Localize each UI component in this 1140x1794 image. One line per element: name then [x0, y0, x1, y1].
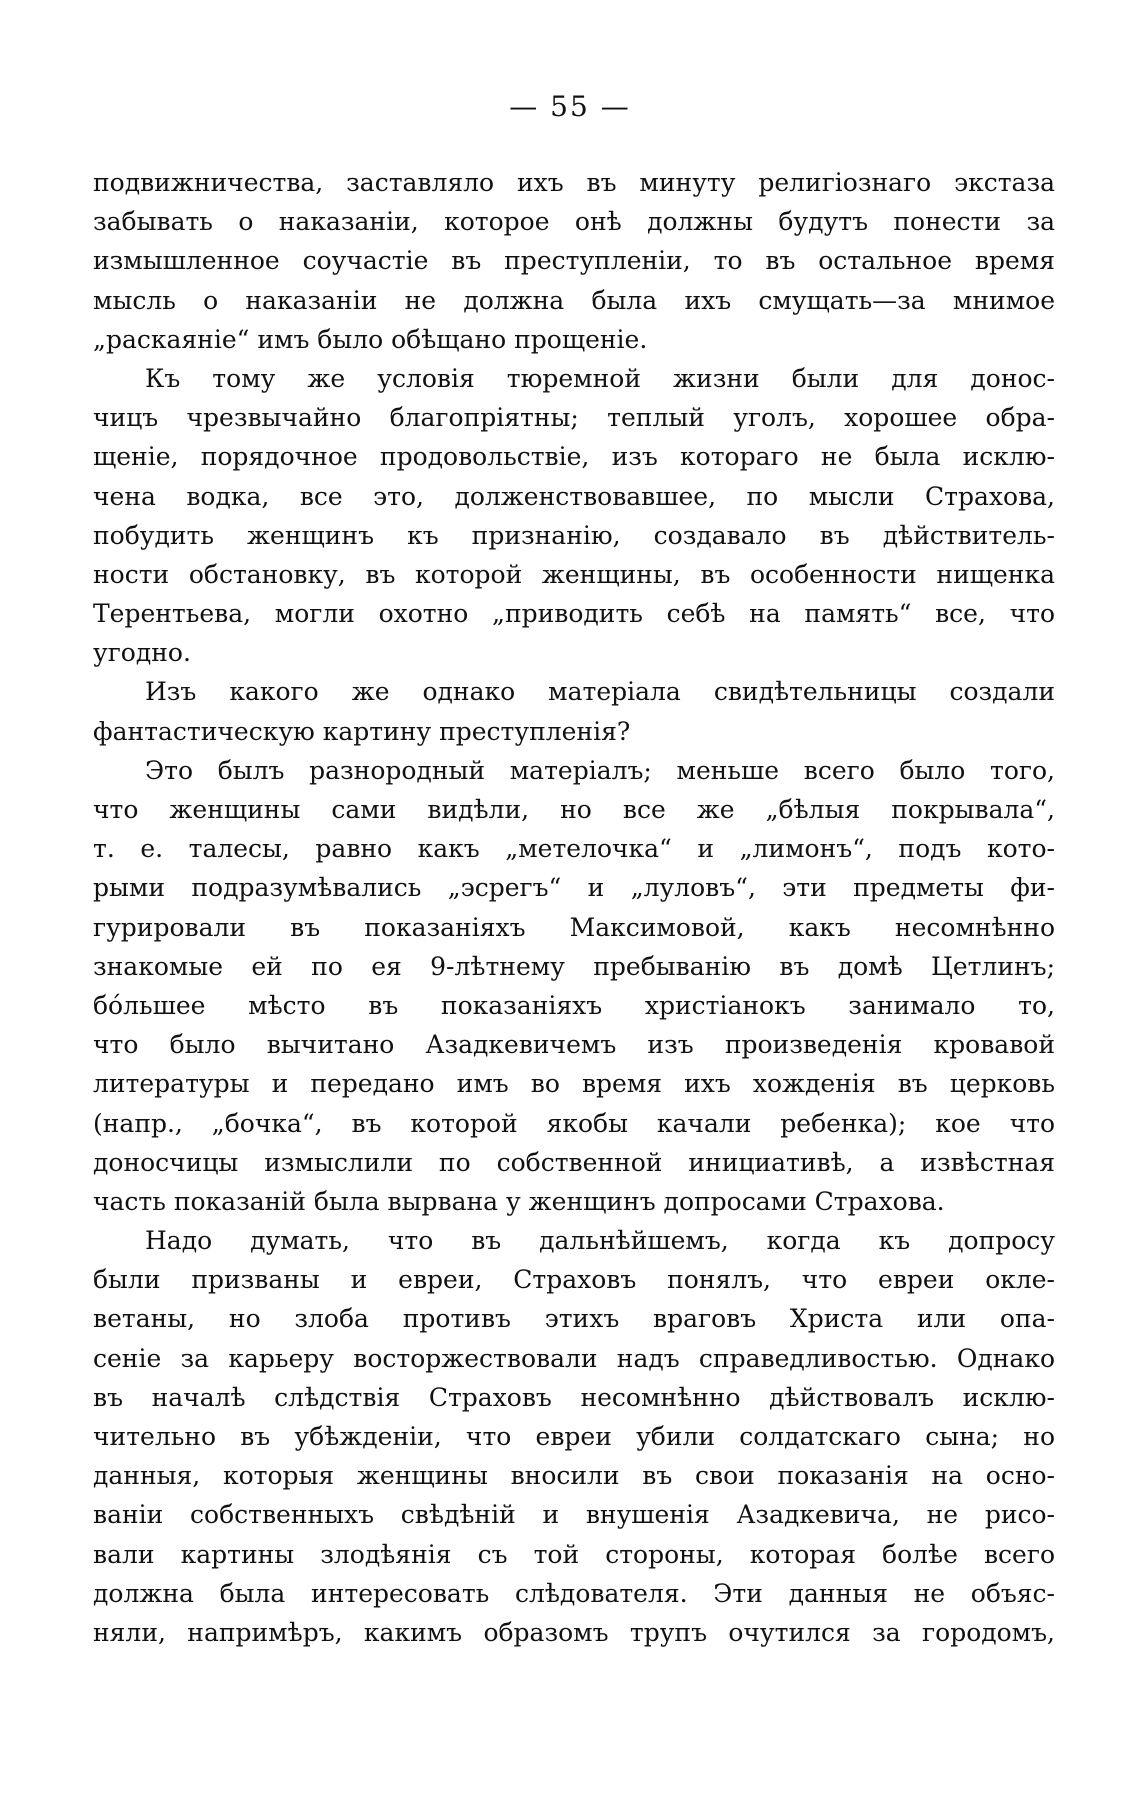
page-number: — 55 —	[509, 90, 631, 123]
text-line: знакомые ей по ея 9-лѣтнему пребыванiю въ домѣ Цетлинъ;	[93, 951, 1055, 981]
paragraph	[93, 672, 1055, 750]
text-line: данныя, которыя женщины вносили въ свои показанiя на осно-	[93, 1461, 1055, 1491]
text-line: вали картины злодѣянiя съ той стороны, которая болѣе всего	[93, 1539, 1055, 1569]
paragraph	[93, 163, 1055, 359]
text-line: подвижничества, заставляло ихъ въ минуту религiознаго экстаза	[93, 168, 1055, 197]
text-line: часть показанiй была вырвана у женщинъ допросами Страхова.	[93, 1186, 945, 1216]
text-line: были призваны и евреи, Страховъ понялъ, что евреи окле-	[93, 1265, 1055, 1295]
text-line: сенiе за карьеру восторжествовали надъ справедливостью. Однако	[93, 1343, 1055, 1373]
text-line: рыми подразумѣвались „эсрегъ“ и „луловъ“, эти предметы фи-	[93, 873, 1055, 903]
paragraph	[93, 1221, 1055, 1652]
text-line: ветаны, но злоба противъ этихъ враговъ Христа или опа-	[93, 1304, 1055, 1334]
text-line: въ началѣ слѣдствiя Страховъ несомнѣнно дѣйствовалъ исклю-	[93, 1382, 1055, 1412]
text-line: няли, напримѣръ, какимъ образомъ трупъ очутился за городомъ,	[93, 1617, 1055, 1647]
text-line: что было вычитано Азадкевичемъ изъ произведенiя кровавой	[93, 1030, 1055, 1060]
text-line: бóльшее мѣсто въ показанiяхъ христiанокъ занимало то,	[93, 990, 1055, 1020]
text-line: ности обстановку, въ которой женщины, въ особенности нищенка	[93, 559, 1055, 589]
text-line: фантастическую картину преступленiя?	[93, 716, 631, 746]
text-line: Надо думать, что въ дальнѣйшемъ, когда къ допросу	[145, 1226, 1055, 1256]
text-line: что женщины сами видѣли, но все же „бѣлыя покрывала“,	[93, 795, 1055, 824]
text-line: литературы и передано имъ во время ихъ хожденiя въ церковь	[93, 1069, 1055, 1099]
text-line: угодно.	[93, 638, 191, 668]
text-line: т. е. талесы, равно какъ „метелочка“ и „лимонъ“, подъ кото-	[93, 834, 1055, 864]
text-line: Къ тому же условiя тюремной жизни были для донос-	[145, 363, 1055, 393]
text-line: „раскаянiе“ имъ было обѣщано прощенiе.	[93, 324, 648, 354]
paragraph	[93, 359, 1055, 673]
body-text	[93, 163, 1055, 1652]
paragraph	[93, 751, 1055, 1221]
text-line: должна была интересовать слѣдователя. Эти данныя не объяс-	[93, 1578, 1055, 1608]
text-line: доносчицы измыслили по собственной инициативѣ, а извѣстная	[93, 1147, 1055, 1177]
text-line: Это былъ разнородный матерiалъ; меньше всего было того,	[145, 755, 1055, 785]
text-line: забывать о наказанiи, которое онѣ должны будутъ понести за	[93, 207, 1055, 237]
text-line: измышленное соучастiе въ преступленiи, то въ остальное время	[93, 246, 1055, 276]
text-line: щенiе, порядочное продовольствiе, изъ котораго не была исклю-	[93, 442, 1055, 472]
text-line: гурировали въ показанiяхъ Максимовой, какъ несомнѣнно	[93, 912, 1055, 942]
text-line: чительно въ убѣжденiи, что евреи убили солдатскаго сына; но	[93, 1422, 1055, 1451]
text-line: ванiи собственныхъ свѣдѣнiй и внушенiя Азадкевича, не рисо-	[93, 1500, 1055, 1530]
text-line: Изъ какого же однако матерiала свидѣтельницы создали	[145, 677, 1055, 707]
text-line: мысль о наказанiи не должна была ихъ смущать—за мнимое	[93, 285, 1055, 315]
text-line: побудить женщинъ къ признанiю, создавало въ дѣйствитель-	[93, 520, 1055, 550]
text-line: (напр., „бочка“, въ которой якобы качали ребенка); кое что	[93, 1108, 1055, 1138]
text-line: чена водка, все это, долженствовавшее, по мысли Страхова,	[93, 481, 1055, 511]
text-line: Терентьева, могли охотно „приводить себѣ на память“ все, что	[93, 599, 1055, 629]
text-line: чицъ чрезвычайно благопрiятны; теплый уголъ, хорошее обра-	[93, 403, 1055, 433]
